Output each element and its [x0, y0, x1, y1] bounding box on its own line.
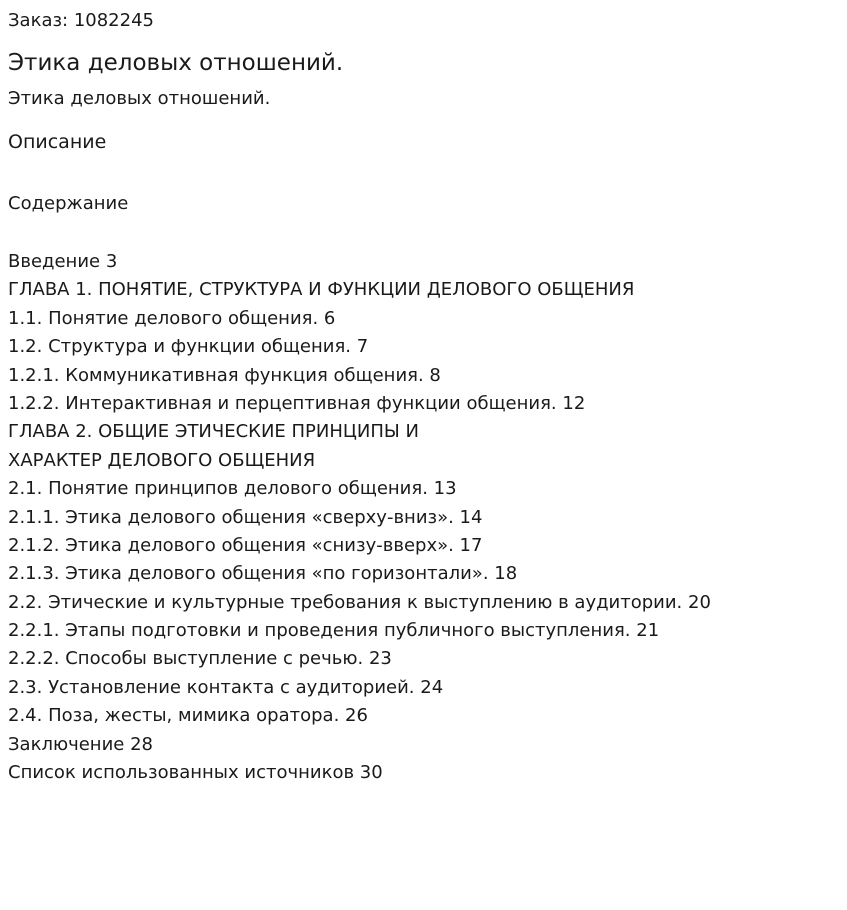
toc-item: 2.1. Понятие принципов делового общения. 13 [8, 478, 457, 500]
toc-item: 2.2.1. Этапы подготовки и проведения публичного выступления. 21 [8, 620, 660, 642]
toc-item: Заключение 28 [8, 733, 153, 755]
description-heading: Описание [8, 131, 107, 153]
toc-item: 2.4. Поза, жесты, мимика оратора. 26 [8, 705, 368, 727]
toc-item: 2.2. Этические и культурные требования к выступлению в аудитории. 20 [8, 591, 711, 613]
toc-item: 2.1.1. Этика делового общения «сверху-вниз». 14 [8, 506, 483, 528]
order-number: Заказ: 1082245 [8, 10, 154, 31]
toc-item: 2.3. Установление контакта с аудиторией. 24 [8, 676, 444, 698]
toc-item: ГЛАВА 1. ПОНЯТИЕ, СТРУКТУРА И ФУНКЦИИ ДЕЛОВОГО ОБЩЕНИЯ [8, 279, 635, 301]
toc-item: Список использованных источников 30 [8, 762, 383, 784]
toc-item: 2.2.2. Способы выступление с речью. 23 [8, 648, 392, 670]
toc-item: Введение 3 [8, 251, 118, 272]
toc-item: 1.2. Структура и функции общения. 7 [8, 336, 369, 358]
toc-item: 2.1.3. Этика делового общения «по горизонтали». 18 [8, 563, 518, 585]
toc-item: ХАРАКТЕР ДЕЛОВОГО ОБЩЕНИЯ [8, 449, 316, 471]
toc-item: 2.1.2. Этика делового общения «снизу-вверх». 17 [8, 534, 483, 556]
toc-item: 1.2.2. Интерактивная и перцептивная функции общения. 12 [8, 392, 586, 414]
table-of-contents [8, 248, 711, 787]
contents-heading: Содержание [8, 193, 129, 214]
page-title: Этика деловых отношений. [8, 50, 344, 76]
toc-item: 1.1. Понятие делового общения. 6 [8, 307, 336, 329]
toc-item: 1.2.1. Коммуникативная функция общения. 8 [8, 364, 441, 386]
toc-item: ГЛАВА 2. ОБЩИЕ ЭТИЧЕСКИЕ ПРИНЦИПЫ И [8, 421, 419, 443]
document-subtitle: Этика деловых отношений. [8, 88, 271, 109]
